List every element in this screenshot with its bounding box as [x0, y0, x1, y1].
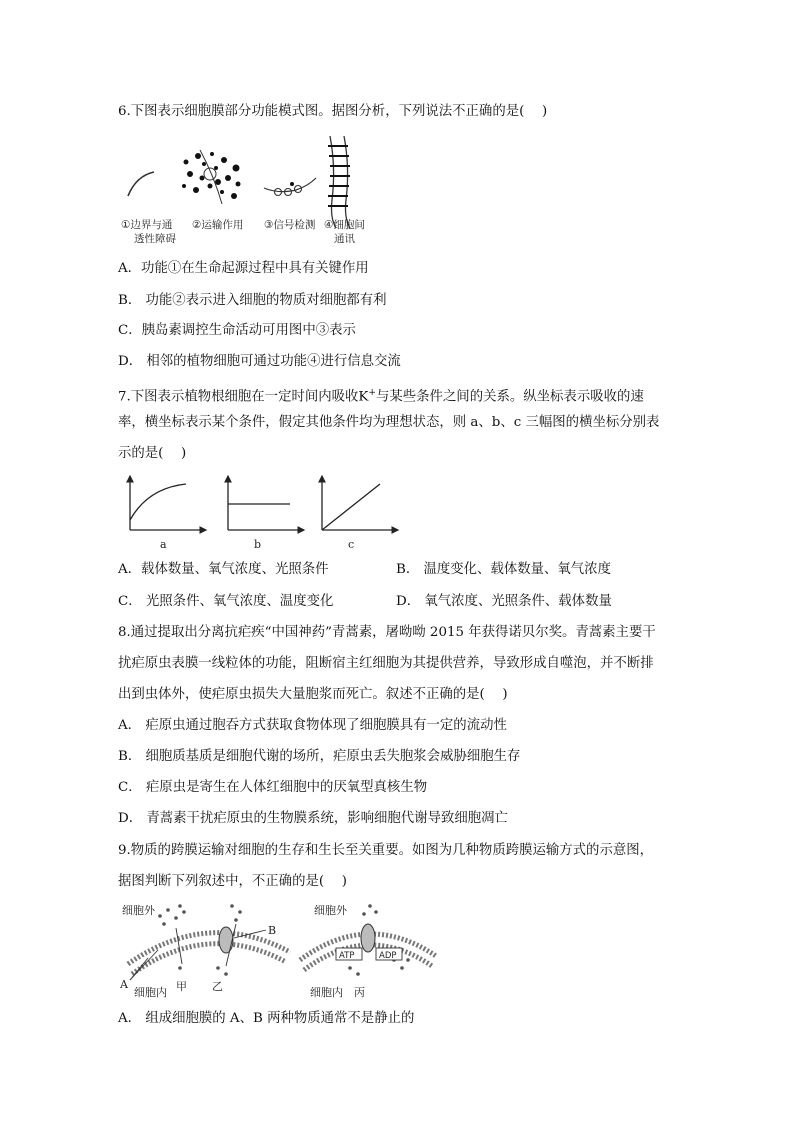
q9-label-b: B — [268, 924, 277, 937]
q9-label-inside-left: 细胞内 — [134, 986, 167, 999]
q8-stem-line-1: 8.通过提取出分离抗疟疾“中国神药”青蒿素，屠呦呦 2015 年获得诺贝尔奖。青蒿素主要干 — [118, 625, 656, 640]
q9-option-a: A． 组成细胞膜的 A、B 两种物质通常不是静止的 — [118, 1011, 415, 1026]
q6-option-a: A．功能①在生命起源过程中具有关键作用 — [118, 261, 369, 276]
q9-stem-line-1: 9.物质的跨膜运输对细胞的生存和生长至关重要。如图为几种物质跨膜运输方式的示意图， — [118, 843, 654, 858]
q9-label-atp: ATP — [339, 951, 355, 961]
q8-stem-line-3: 出到虫体外，使疟原虫损失大量胞浆而死亡。叙述不正确的是( ) — [118, 687, 508, 702]
q9-label-jia: 甲 — [176, 980, 187, 993]
q7-option-c: C． 光照条件、氧气浓度、温度变化 — [118, 594, 334, 609]
q7-graphs — [118, 470, 418, 554]
q8-option-b: B． 细胞质基质是细胞代谢的场所，疟原虫丢失胞浆会威胁细胞生存 — [118, 749, 521, 764]
q7-option-d: D． 氧气浓度、光照条件、载体数量 — [396, 594, 612, 609]
q7-stem-line-3: 示的是( ) — [118, 446, 187, 461]
q6-caption-1b: 透性障碍 — [134, 233, 176, 245]
q6-caption-4a: ④细胞间 — [324, 219, 365, 231]
q7-graph-a-label: a — [160, 538, 167, 551]
q8-option-a: A． 疟原虫通过胞吞方式获取食物体现了细胞膜具有一定的流动性 — [118, 718, 507, 733]
q8-stem-line-2: 扰疟原虫表膜一线粒体的功能，阻断宿主红细胞为其提供营养，导致形成自噬泡，并不断排 — [118, 656, 654, 671]
q7-option-a: A．载体数量、氧气浓度、光照条件 — [118, 562, 329, 577]
q9-figure — [118, 898, 438, 1002]
q9-label-outside-right: 细胞外 — [314, 904, 347, 917]
q9-label-outside-left: 细胞外 — [122, 904, 155, 917]
q7-stem-line-1: 7.下图表示植物根细胞在一定时间内吸收K+与某些条件之间的关系。纵坐标表示吸收的速 — [118, 388, 644, 405]
q9-stem-line-2: 据图判断下列叙述中，不正确的是( ) — [118, 874, 347, 889]
q6-caption-3: ③信号检测 — [264, 219, 316, 231]
q6-caption-4b: 通讯 — [334, 233, 355, 245]
q7-graph-b-label: b — [254, 538, 262, 551]
q9-label-yi: 乙 — [212, 980, 223, 993]
q8-option-c: C． 疟原虫是寄生在人体红细胞中的厌氧型真核生物 — [118, 780, 428, 795]
q6-caption-1a: ①边界与通 — [121, 219, 173, 231]
q6-stem: 6.下图表示细胞膜部分功能模式图。据图分析，下列说法不正确的是( ) — [118, 104, 548, 119]
q6-option-c: C．胰岛素调控生命活动可用图中③表示 — [118, 323, 356, 338]
q9-label-inside-right: 细胞内 — [310, 986, 343, 999]
q8-option-d: D． 青蒿素干扰疟原虫的生物膜系统，影响细胞代谢导致细胞凋亡 — [118, 811, 508, 826]
q6-option-d: D． 相邻的植物细胞可通过功能④进行信息交流 — [118, 354, 401, 369]
q7-option-b: B． 温度变化、载体数量、氧气浓度 — [396, 562, 611, 577]
q9-label-adp: ADP — [379, 951, 397, 961]
q9-label-bing: 丙 — [354, 986, 365, 999]
q6-caption-2: ②运输作用 — [192, 219, 244, 231]
q7-stem-line-2: 率，横坐标表示某个条件，假定其他条件均为理想状态，则 a、b、c 三幅图的横坐标分别表 — [118, 415, 660, 430]
q9-label-a: A — [120, 978, 128, 991]
q6-figure — [118, 128, 378, 250]
q6-option-b: B． 功能②表示进入细胞的物质对细胞都有利 — [118, 293, 387, 308]
q7-graph-c-label: c — [348, 538, 355, 551]
